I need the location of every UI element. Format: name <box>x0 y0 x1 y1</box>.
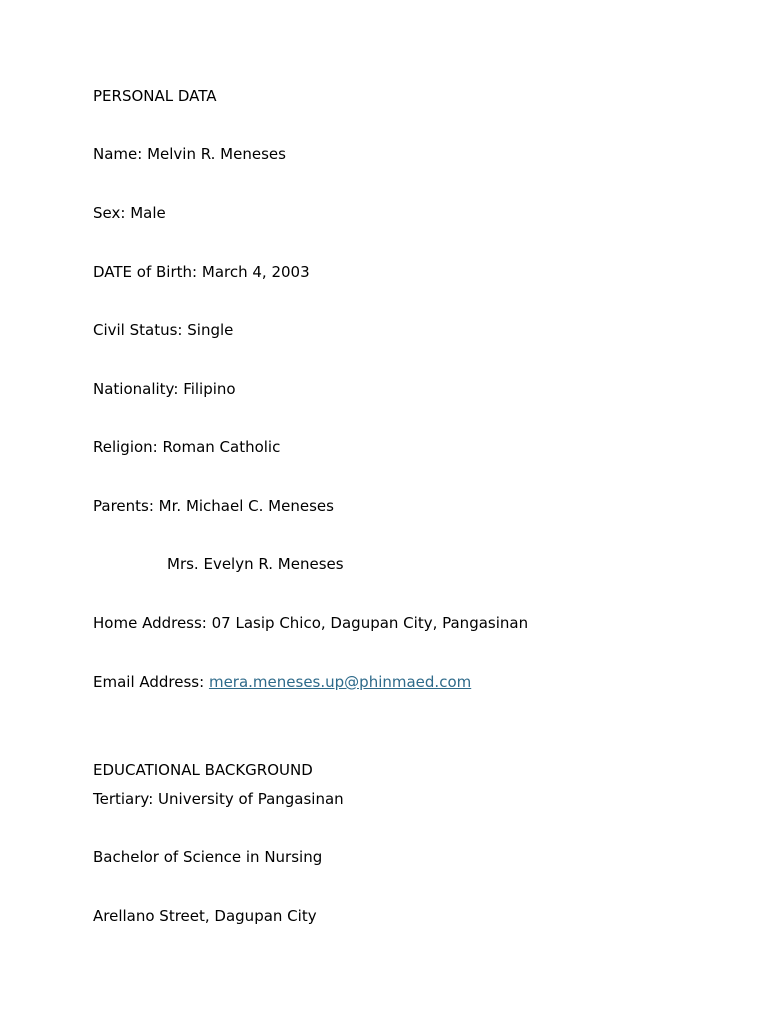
tertiary-school: University of Pangasinan <box>158 790 344 808</box>
parents-row-2 <box>167 555 344 573</box>
sex-row <box>93 204 166 222</box>
civil-status-row <box>93 321 233 339</box>
school-address-row <box>93 907 317 925</box>
email-label: Email Address: <box>93 673 205 691</box>
religion-row <box>93 438 280 456</box>
parents-row <box>93 497 334 515</box>
parents-label: Parents: <box>93 497 154 515</box>
parent-father: Mr. Michael C. Meneses <box>158 497 334 515</box>
section-heading: PERSONAL DATA <box>93 87 217 105</box>
religion-value: Roman Catholic <box>162 438 281 456</box>
civil-status-value: Single <box>187 321 234 339</box>
dob-row <box>93 263 310 281</box>
education-heading <box>93 761 313 779</box>
home-address-row <box>93 614 528 632</box>
name-value: Melvin R. Meneses <box>147 145 286 163</box>
course-row <box>93 848 322 866</box>
civil-status-label: Civil Status: <box>93 321 183 339</box>
email-row <box>93 673 471 691</box>
dob-label: DATE of Birth: <box>93 263 198 281</box>
section-heading: EDUCATIONAL BACKGROUND <box>93 761 313 779</box>
religion-label: Religion: <box>93 438 158 456</box>
personal-data-heading <box>93 87 217 105</box>
home-address-value: 07 Lasip Chico, Dagupan City, Pangasinan <box>211 614 529 632</box>
parent-mother: Mrs. Evelyn R. Meneses <box>167 555 344 573</box>
tertiary-row <box>93 790 344 808</box>
nationality-row <box>93 380 236 398</box>
tertiary-label: Tertiary: <box>93 790 154 808</box>
name-row <box>93 145 286 163</box>
name-label: Name: <box>93 145 143 163</box>
sex-value: Male <box>130 204 166 222</box>
course-value: Bachelor of Science in Nursing <box>93 848 323 866</box>
sex-label: Sex: <box>93 204 126 222</box>
nationality-value: Filipino <box>183 380 236 398</box>
email-link[interactable]: mera.meneses.up@phinmaed.com <box>208 673 472 691</box>
nationality-label: Nationality: <box>93 380 179 398</box>
home-address-label: Home Address: <box>93 614 207 632</box>
school-address-value: Arellano Street, Dagupan City <box>93 907 317 925</box>
dob-value: March 4, 2003 <box>201 263 310 281</box>
